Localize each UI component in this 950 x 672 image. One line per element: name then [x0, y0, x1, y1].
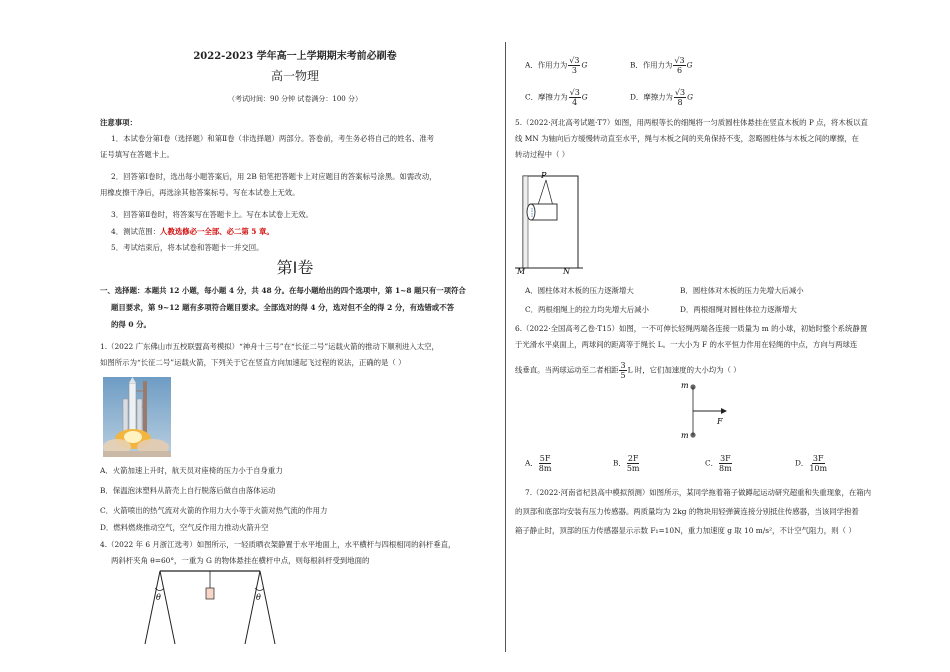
frac-num: √3	[674, 56, 685, 65]
q5-stem: 转动过程中（ ）	[515, 150, 570, 159]
clothes-rack-diagram	[140, 566, 280, 646]
exam-title: 2022-2023 学年高一上学期期末考前必刷卷	[193, 51, 397, 62]
instructions-line: 题目要求，第 9~12 题有多项符合题目要求。全部选对的得 4 分，选对但不全的得 2 分，有选错或不答	[111, 303, 454, 312]
frac-den: 8m	[719, 464, 732, 473]
option-letter: A．	[525, 458, 538, 468]
q4-stem: 4.（2022 年 6 月浙江选考）如图所示，一轻质晒衣架静置于水平地面上，水平横杆与四根相同的斜杆垂直，	[100, 540, 456, 549]
theta-label-right: θ	[256, 593, 261, 602]
label-p: P	[541, 171, 547, 180]
option-label: B．作用力为	[630, 60, 673, 70]
frac-den: 6	[676, 66, 683, 75]
frac-den: 10m	[809, 464, 828, 473]
q5-option-a: A．圆柱体对木板的压力逐渐增大	[525, 286, 634, 295]
frac-den: 5	[620, 371, 626, 380]
q1-option-d: D．燃料燃烧推动空气，空气反作用力推动火箭升空	[100, 523, 269, 532]
q5-stem: 线 MN 为轴向后方缓慢转动直至水平，绳与木板之间的夹角保持不变，忽略圆柱体与木板之间的摩擦，在	[515, 134, 859, 143]
q1-option-b: B．保温泡沫塑料从箭壳上自行脱落后做自由落体运动	[100, 486, 276, 495]
section-title: 第Ⅰ卷	[276, 258, 314, 277]
q7-stem: 的顶部和底部均安装有压力传感器。两质量均为 2kg 的物块用轻弹簧连接分别抵住传感器，当该同学抱着	[515, 507, 859, 516]
instructions-line: 一、选择题：本题共 12 小题，每小题 4 分，共 48 分。在每小题给出的四个选项中，第 1~8 题只有一项符合	[100, 286, 466, 295]
frac-num: √3	[569, 88, 580, 97]
frac-num: √3	[569, 56, 580, 65]
mass-label-top: m	[681, 381, 689, 390]
frac-num: √3	[674, 88, 686, 97]
q1-option-c: C．火箭喷出的热气流对火箭的作用力大小等于火箭对热气流的作用力	[100, 506, 328, 515]
frac-den: 4	[572, 98, 578, 107]
q4-option-d	[630, 88, 693, 107]
note-line: 3．回答第Ⅱ卷时，将答案写在答题卡上。写在本试卷上无效。	[111, 210, 313, 219]
q1-option-a: A．火箭加速上升时，航天员对座椅的压力小于自身重力	[100, 466, 283, 475]
option-letter: B．	[613, 458, 626, 468]
option-letter: C．	[705, 458, 719, 468]
subject-title: 高一物理	[270, 69, 319, 83]
q6-option-c	[705, 454, 733, 473]
note-line: 2．回答第Ⅰ卷时，选出每小题答案后，用 2B 铅笔把答题卡上对应题目的答案标号涂黑。如需改动，	[111, 172, 437, 181]
frac-den: 8m	[538, 464, 552, 473]
q6-stem: 于光滑水平桌面上，两球间的距离等于绳长 L。一大小为 F 的水平恒力作用在轻绳的中点，方向与两球连	[515, 340, 858, 349]
frac-num: 3	[620, 361, 626, 370]
q6-stem: 6.（2022·全国高考乙卷·T15）如图，一不可伸长轻绳两端各连接一质量为 m 的小球，初始时整个系统静置	[515, 324, 868, 333]
frac-num: 2F	[627, 454, 639, 463]
theta-label-left: θ	[156, 593, 161, 602]
unit: G	[686, 60, 693, 70]
frac-num: 5F	[539, 454, 551, 463]
right-column	[515, 0, 900, 672]
note-scope	[111, 227, 274, 237]
frac-num: 3F	[720, 454, 731, 463]
cylinder-board-diagram	[515, 166, 585, 278]
q4-option-a	[525, 56, 587, 75]
force-label: F	[717, 417, 723, 426]
q1-stem: 如图所示为“长征二号”运载火箭，下列关于它在竖直方向加速起飞过程的说法，正确的是（ ）	[100, 358, 406, 367]
q6-option-a	[525, 454, 552, 473]
unit: G	[687, 92, 693, 102]
frac-den: 8	[677, 98, 683, 107]
note-line: 证号填写在答题卡上。	[100, 150, 174, 159]
note-line: 5．考试结束后，将本试卷和答题卡一并交回。	[111, 243, 264, 252]
unit: G	[581, 60, 588, 70]
q6-option-b	[613, 454, 641, 473]
unit: G	[581, 92, 588, 102]
q7-stem: 7.（2022·河南省杞县高中模拟预测）如图所示，某同学拖着箱子做蹲起运动研究超重和失重现象，在箱内	[525, 488, 872, 497]
label-m: M	[517, 267, 526, 276]
exam-info: （考试时间：90 分钟 试卷满分：100 分）	[228, 95, 362, 103]
q1-stem: 1.（2022 广东佛山市五校联盟高考模拟）“神舟十三号”在“长征二号”运载火箭的推动下顺利进入太空，	[100, 342, 439, 351]
mass-label-bottom: m	[681, 431, 689, 440]
option-label: A．作用力为	[525, 60, 568, 70]
scope-label: 4．测试范围：	[111, 227, 161, 236]
instructions-line: 的得 0 分。	[111, 320, 151, 329]
option-label: C．摩擦力为	[525, 92, 568, 102]
label-n: N	[563, 267, 570, 276]
frac-num: 3F	[812, 454, 824, 463]
q5-option-c: C．两根细绳上的拉力均先增大后减小	[525, 305, 649, 314]
note-line: 用橡皮擦干净后，再选涂其他答案标号。写在本试卷上无效。	[100, 188, 300, 197]
note-line: 1．本试卷分第Ⅰ卷（选择题）和第Ⅱ卷（非选择题）两部分。答卷前，考生务必将自己的姓名、准考	[111, 134, 435, 143]
q5-stem: 5.（2022·河北高考试题·T7）如图，用两根等长的细绳将一匀质圆柱体悬挂在竖直木板的 P 点，将木板以直	[515, 118, 868, 127]
q4-option-b	[630, 56, 692, 75]
frac-den: 3	[571, 66, 577, 75]
option-letter: D．	[795, 458, 809, 468]
stem-text: L 时，它们加速度的大小均为（ ）	[627, 365, 741, 375]
notes-heading: 注意事项：	[100, 118, 137, 127]
q7-stem: 箱子静止时，顶部的压力传感器显示示数 F₁=10N，重力加速度 g 取 10 m/s²，不计空气阻力，则（ ）	[515, 526, 856, 535]
q4-option-c	[525, 88, 588, 107]
left-column	[95, 0, 495, 672]
option-label: D．摩擦力为	[630, 92, 673, 102]
q5-option-d: D．两根细绳对圆柱体拉力逐渐增大	[680, 305, 797, 314]
q6-option-d	[795, 454, 828, 473]
frac-den: 5m	[626, 464, 640, 473]
q4-stem: 两斜杆夹角 θ=60°，一重为 G 的物体悬挂在横杆中点，则每根斜杆受到地面的	[111, 556, 370, 565]
q5-option-b: B．圆柱体对木板的压力先增大后减小	[680, 286, 804, 295]
rope-balls-diagram	[675, 378, 745, 442]
column-divider	[505, 42, 506, 652]
scope-value: 人教选修必一全部、必二第 5 章。	[160, 227, 274, 236]
rocket-launch-image	[103, 377, 171, 457]
stem-text: 线垂直。当两球运动至二者相距	[515, 365, 619, 375]
